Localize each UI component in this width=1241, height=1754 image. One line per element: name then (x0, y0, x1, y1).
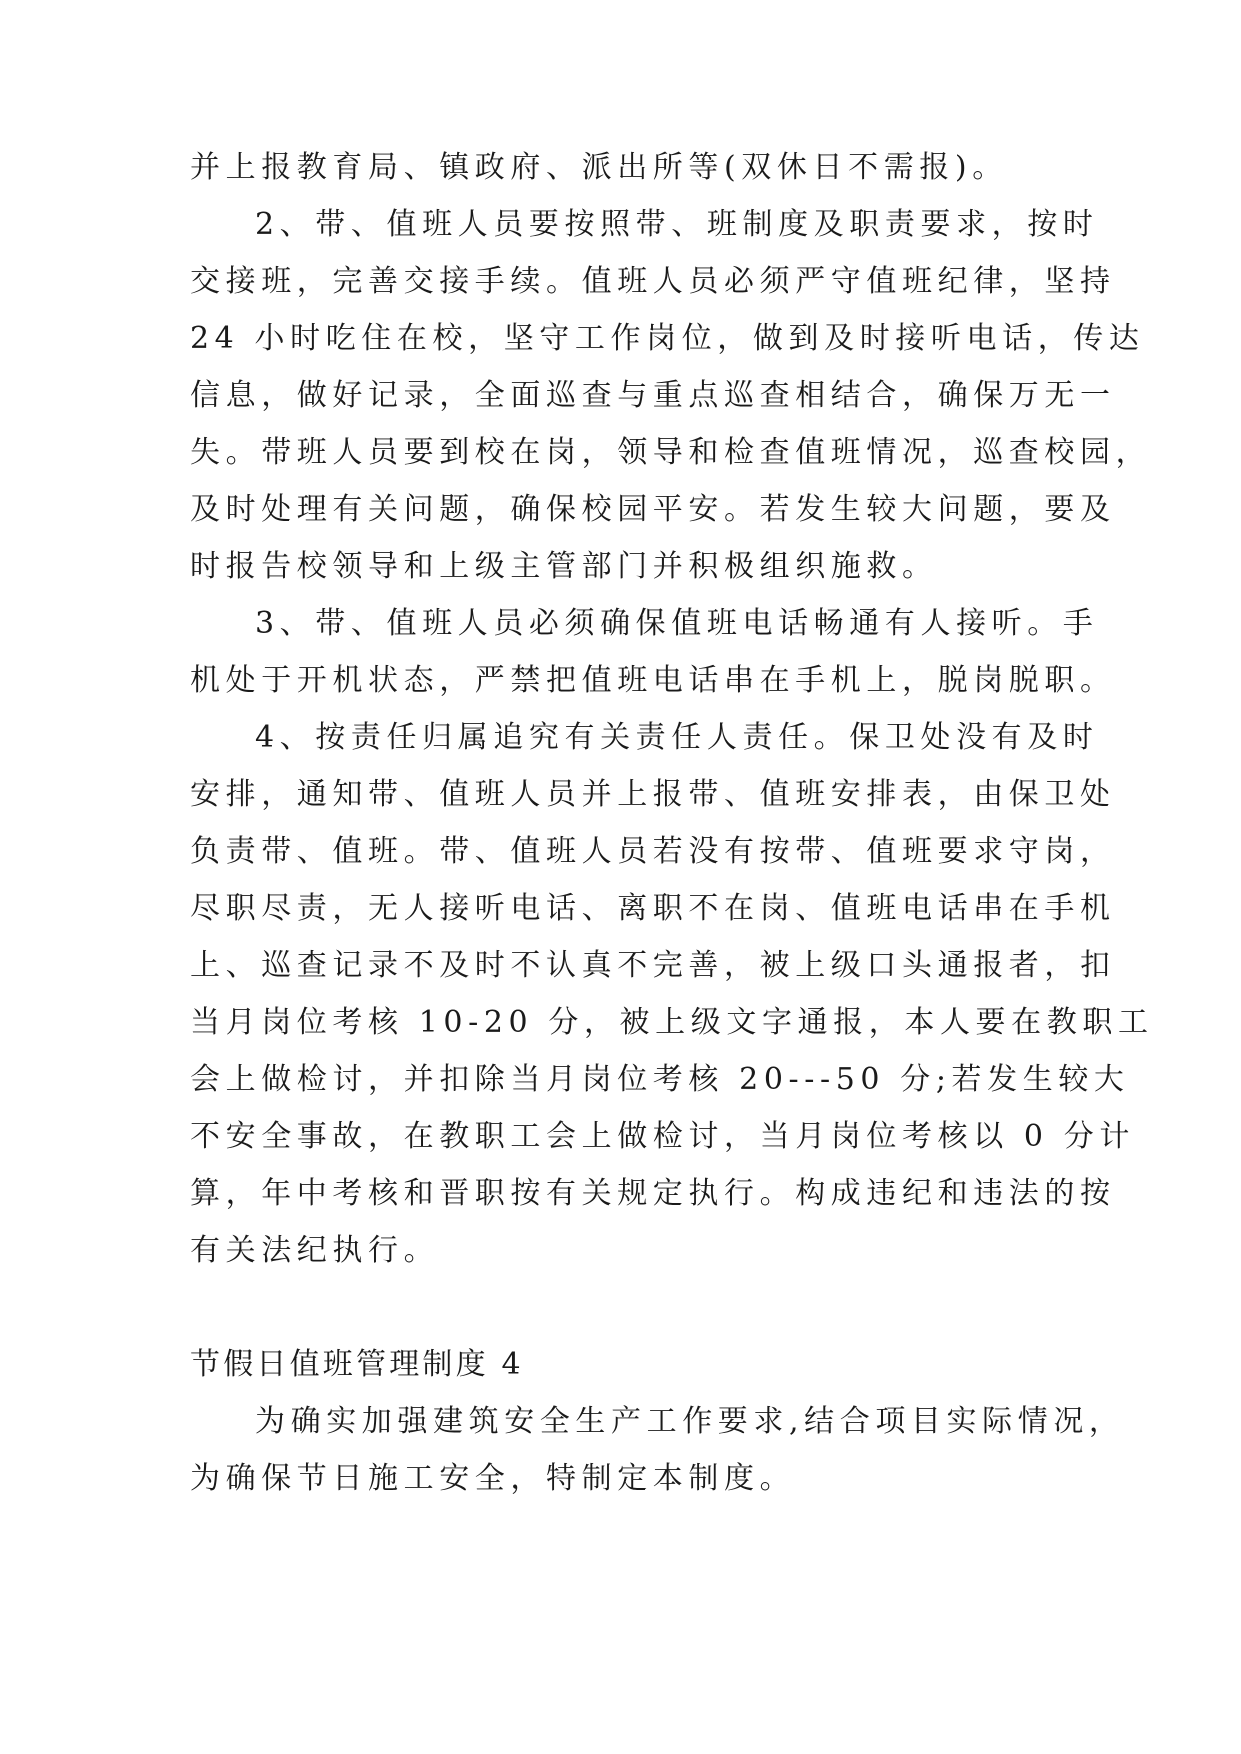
body-text-line: 当月岗位考核 10-20 分，被上级文字通报，本人要在教职工 (190, 1005, 1154, 1040)
body-text-line: 安排，通知带、值班人员并上报带、值班安排表，由保卫处 (190, 777, 1116, 812)
body-text-line: 负责带、值班。带、值班人员若没有按带、值班要求守岗， (190, 834, 1116, 869)
body-text-line: 算，年中考核和晋职按有关规定执行。构成违纪和违法的按 (190, 1176, 1116, 1211)
body-text-line: 24 小时吃住在校，坚守工作岗位，做到及时接听电话，传达 (190, 321, 1145, 356)
body-text-line: 信息，做好记录，全面巡查与重点巡查相结合，确保万无一 (190, 378, 1116, 413)
paragraph-4-start: 4、按责任归属追究有关责任人责任。保卫处没有及时 (255, 720, 1099, 755)
body-text-line: 为确保节日施工安全，特制定本制度。 (190, 1461, 796, 1496)
body-text-line: 上、巡查记录不及时不认真不完善，被上级口头通报者，扣 (190, 948, 1116, 983)
body-text-line: 并上报教育局、镇政府、派出所等(双休日不需报)。 (190, 150, 1008, 185)
body-text-line: 及时处理有关问题，确保校园平安。若发生较大问题，要及 (190, 492, 1116, 527)
body-text-line: 失。带班人员要到校在岗，领导和检查值班情况，巡查校园， (190, 435, 1152, 470)
body-text-line: 有关法纪执行。 (190, 1233, 440, 1268)
paragraph-intro-start: 为确实加强建筑安全生产工作要求,结合项目实际情况， (255, 1404, 1125, 1439)
body-text-line: 尽职尽责，无人接听电话、离职不在岗、值班电话串在手机 (190, 891, 1116, 926)
body-text-line: 时报告校领导和上级主管部门并积极组织施救。 (190, 549, 938, 584)
body-text-line: 机处于开机状态，严禁把值班电话串在手机上，脱岗脱职。 (190, 663, 1116, 698)
paragraph-3-start: 3、带、值班人员必须确保值班电话畅通有人接听。手 (255, 606, 1099, 641)
paragraph-2-start: 2、带、值班人员要按照带、班制度及职责要求，按时 (255, 207, 1099, 242)
section-heading: 节假日值班管理制度 4 (190, 1347, 524, 1382)
body-text-line: 会上做检讨，并扣除当月岗位考核 20---50 分;若发生较大 (190, 1062, 1130, 1097)
body-text-line: 交接班，完善交接手续。值班人员必须严守值班纪律，坚持 (190, 264, 1116, 299)
body-text-line: 不安全事故，在教职工会上做检讨，当月岗位考核以 0 分计 (190, 1119, 1135, 1154)
